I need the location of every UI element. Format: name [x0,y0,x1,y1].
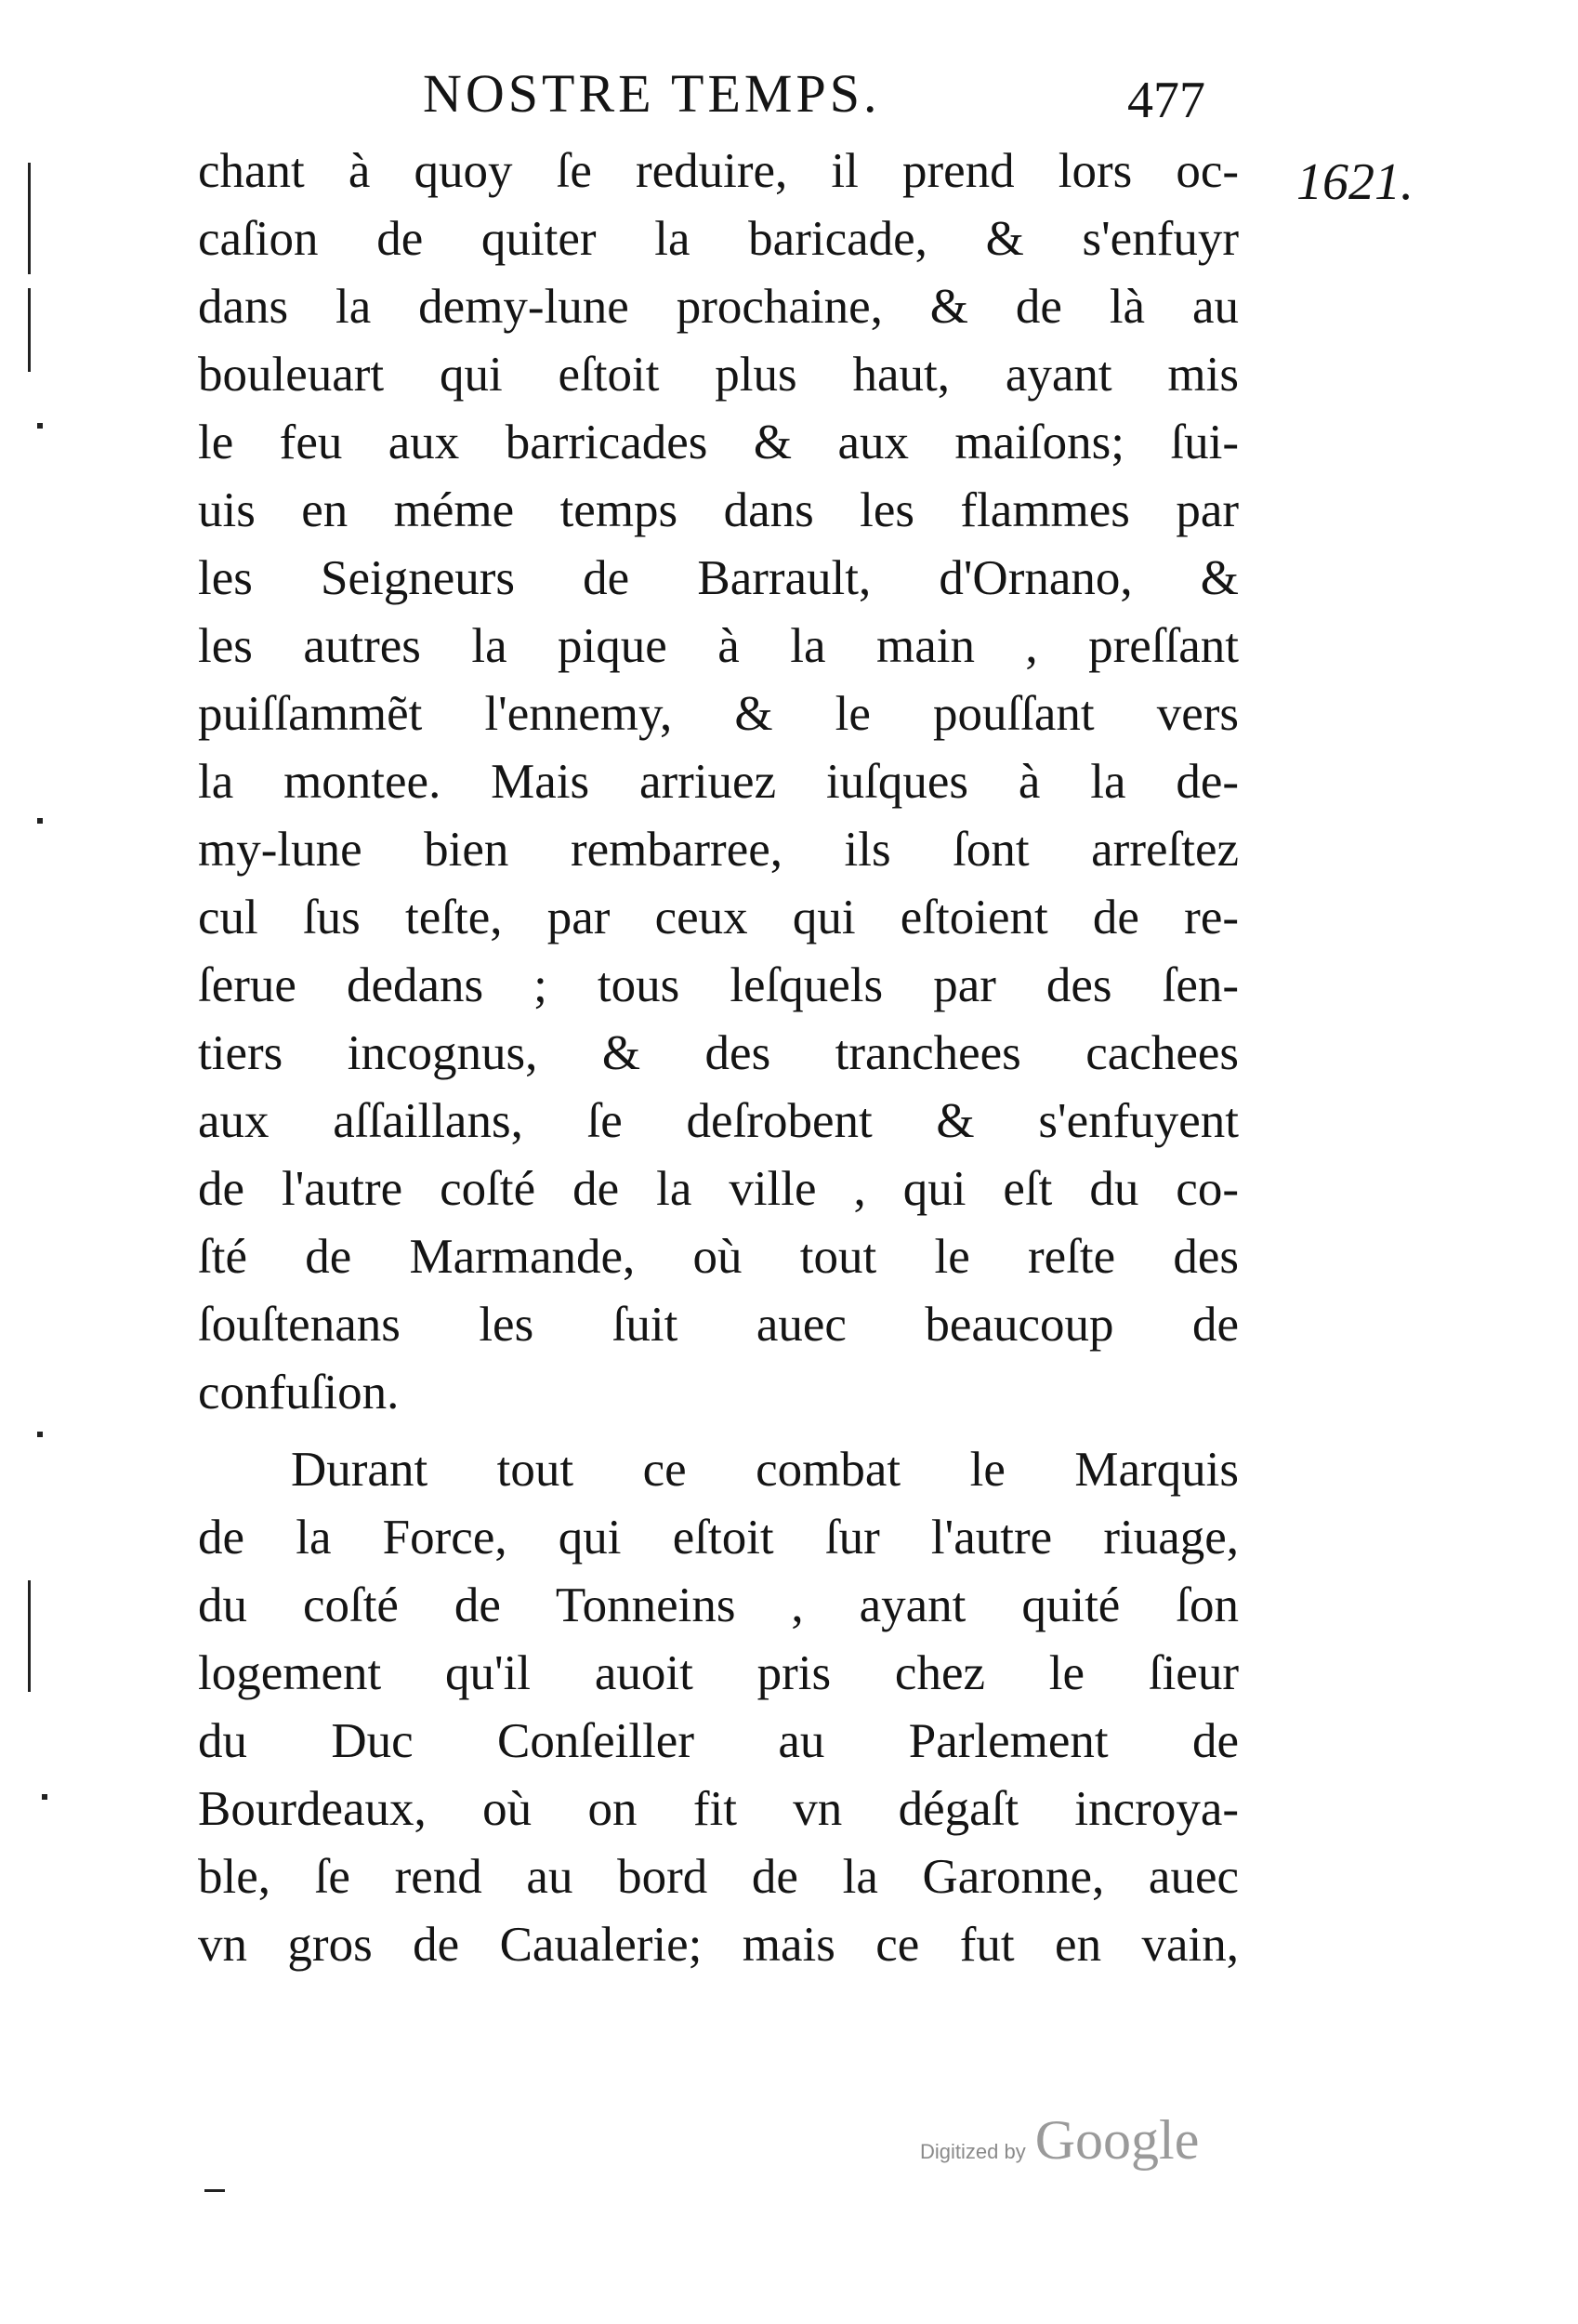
scan-artifact [37,423,43,429]
text-line: uis en méme temps dans les flammes par [198,483,1239,537]
text-line: confuſion. [198,1366,400,1419]
scan-artifact [28,163,31,274]
body-text [198,138,1239,1979]
text-line: ſouſtenans les ſuit auec beaucoup de [198,1298,1239,1352]
text-line: chant à quoy ſe reduire, il prend lors oc- [198,144,1239,198]
text-line: cul ſus teſte, par ceux qui eſtoient de re- [198,891,1239,944]
text-line: ble, ſe rend au bord de la Garonne, auec [198,1850,1239,1904]
text-line: les Seigneurs de Barrault, d'Ornano, & [198,551,1239,605]
text-line: aux aſſaillans, ſe deſrobent & s'enfuyent [198,1094,1239,1148]
text-line: Bourdeaux, où on fit vn dégaſt incroya- [198,1782,1239,1836]
text-line: la montee. Mais arriuez iuſques à la de- [198,755,1239,809]
text-line: my-lune bien rembarree, ils ſont arreſtez [198,823,1239,877]
text-line: du coſté de Tonneins , ayant quité ſon [198,1578,1239,1632]
text-line: tiers incognus, & des tranchees cachees [198,1026,1239,1080]
text-line: le feu aux barricades & aux maiſons; ſui- [198,416,1239,469]
text-line: dans la demy-lune prochaine, & de là au [198,280,1239,334]
text-line: puiſſammẽt l'ennemy, & le pouſſant vers [198,687,1239,741]
scan-artifact [37,1432,43,1437]
digitization-watermark [920,2108,1199,2172]
text-line: bouleuart qui eſtoit plus haut, ayant mis [198,348,1239,402]
text-line: logement qu'il auoit pris chez le ſieur [198,1646,1239,1700]
text-line: caſion de quiter la baricade, & s'enfuyr [198,212,1239,266]
text-line: les autres la pique à la main , preſſant [198,619,1239,673]
scan-artifact [28,288,31,372]
google-logo: Google [1034,2109,1200,2171]
text-line: de la Force, qui eſtoit ſur l'autre riuage, [198,1511,1239,1565]
text-line: ſté de Marmande, où tout le reſte des [198,1230,1239,1284]
scan-artifact [42,1794,47,1800]
text-line: vn gros de Caualerie; mais ce fut en vain, [198,1918,1239,1972]
margin-year-note: 1621. [1296,153,1414,211]
scan-artifact [37,818,43,824]
text-line: Durant tout ce combat le Marquis [291,1443,1239,1497]
paragraph-gap [198,1427,1239,1436]
scan-artifact [204,2189,225,2192]
watermark-prefix: Digitized by [920,2140,1026,2163]
text-line: ſerue dedans ; tous leſquels par des ſen- [198,958,1239,1012]
scan-artifact [28,1580,31,1692]
running-head: NOSTRE TEMPS. [423,63,881,124]
text-line: du Duc Conſeiller au Parlement de [198,1714,1239,1768]
page-number: 477 [1127,72,1205,129]
text-line: de l'autre coſté de la ville , qui eſt du co- [198,1162,1239,1216]
